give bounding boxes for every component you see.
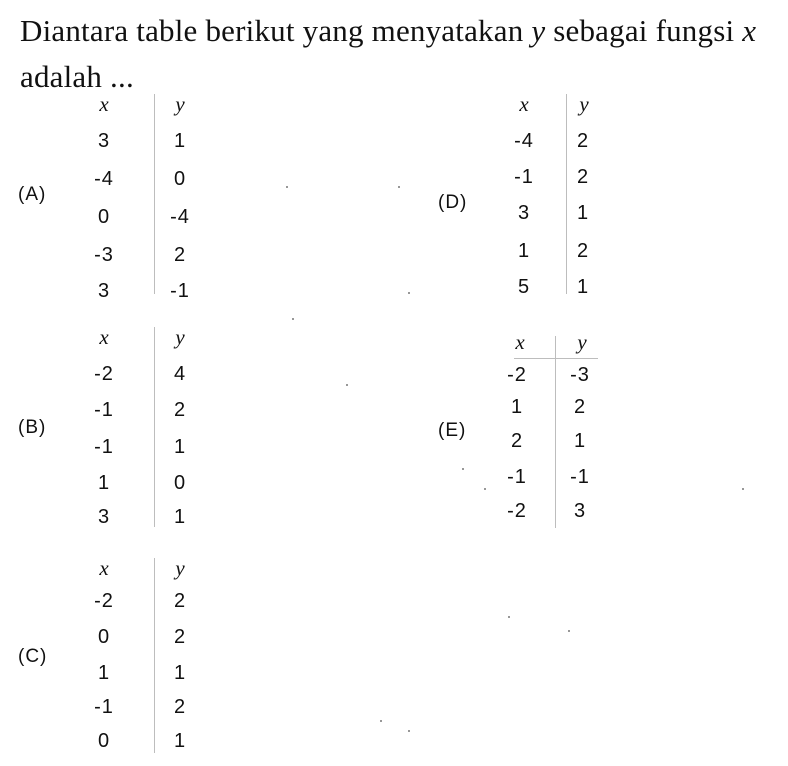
- x-cell: 1: [510, 396, 524, 418]
- scan-speck: [398, 186, 400, 188]
- y-cell: 2: [173, 244, 187, 266]
- y-cell: -1: [170, 280, 190, 302]
- option-e[interactable]: [438, 330, 638, 535]
- x-cell: 3: [517, 202, 531, 224]
- x-cell: -1: [94, 399, 114, 421]
- x-cell: 2: [510, 430, 524, 452]
- x-cell: -4: [94, 168, 114, 190]
- question-part: sebagai fungsi: [545, 13, 743, 48]
- x-header: x: [99, 556, 109, 580]
- y-header: y: [175, 92, 185, 116]
- y-cell: 1: [173, 730, 187, 752]
- x-header: x: [99, 92, 109, 116]
- x-cell: 0: [97, 626, 111, 648]
- y-cell: 2: [573, 396, 587, 418]
- scan-speck: [742, 488, 744, 490]
- x-header: x: [99, 325, 109, 349]
- scan-speck: [484, 488, 486, 490]
- y-cell: 4: [173, 363, 187, 385]
- question-part: adalah ...: [20, 59, 134, 94]
- y-cell: 0: [173, 168, 187, 190]
- y-cell: 2: [173, 626, 187, 648]
- x-cell: 1: [97, 662, 111, 684]
- y-cell: -1: [570, 466, 590, 488]
- scan-speck: [408, 292, 410, 294]
- x-cell: -1: [94, 436, 114, 458]
- variable-y: y: [531, 13, 546, 48]
- scan-speck: [508, 616, 510, 618]
- x-cell: -4: [514, 130, 534, 152]
- y-cell: 2: [576, 240, 590, 262]
- x-cell: -1: [507, 466, 527, 488]
- x-cell: 3: [97, 130, 111, 152]
- x-cell: 3: [97, 506, 111, 528]
- option-label: (B): [18, 417, 47, 438]
- y-cell: 2: [576, 130, 590, 152]
- y-cell: 1: [173, 436, 187, 458]
- y-cell: 1: [173, 662, 187, 684]
- y-cell: 1: [173, 506, 187, 528]
- variable-x: x: [742, 13, 757, 48]
- x-cell: -3: [94, 244, 114, 266]
- option-label: (A): [18, 184, 47, 205]
- table-divider: [154, 558, 155, 753]
- x-header: x: [519, 92, 529, 116]
- y-cell: 1: [576, 276, 590, 298]
- scan-speck: [380, 720, 382, 722]
- scan-speck: [292, 318, 294, 320]
- x-cell: 1: [97, 472, 111, 494]
- y-cell: 1: [173, 130, 187, 152]
- y-cell: 1: [576, 202, 590, 224]
- x-cell: -2: [507, 500, 527, 522]
- x-cell: -2: [94, 590, 114, 612]
- scan-speck: [568, 630, 570, 632]
- scan-speck: [346, 384, 348, 386]
- option-a[interactable]: [18, 92, 208, 302]
- x-cell: 5: [517, 276, 531, 298]
- y-cell: 2: [173, 590, 187, 612]
- x-header: x: [515, 330, 525, 354]
- header-underline: [514, 358, 598, 359]
- option-d[interactable]: [438, 92, 628, 302]
- y-cell: 2: [576, 166, 590, 188]
- option-b[interactable]: [18, 325, 208, 535]
- y-cell: -3: [570, 364, 590, 386]
- option-label: (E): [438, 420, 467, 441]
- option-label: (C): [18, 646, 48, 667]
- x-cell: -2: [507, 364, 527, 386]
- question-part: Diantara table berikut yang menyatakan: [20, 13, 532, 48]
- y-cell: -4: [170, 206, 190, 228]
- x-cell: 3: [97, 280, 111, 302]
- y-cell: 0: [173, 472, 187, 494]
- y-header: y: [175, 325, 185, 349]
- y-header: y: [579, 92, 589, 116]
- y-cell: 1: [573, 430, 587, 452]
- x-cell: -2: [94, 363, 114, 385]
- x-cell: 0: [97, 730, 111, 752]
- scan-speck: [462, 468, 464, 470]
- table-divider: [566, 94, 567, 294]
- x-cell: 1: [517, 240, 531, 262]
- y-cell: 2: [173, 399, 187, 421]
- y-header: y: [175, 556, 185, 580]
- option-label: (D): [438, 192, 468, 213]
- y-cell: 2: [173, 696, 187, 718]
- x-cell: 0: [97, 206, 111, 228]
- question-text: [20, 8, 780, 100]
- scan-speck: [408, 730, 410, 732]
- table-divider: [154, 327, 155, 527]
- scan-speck: [286, 186, 288, 188]
- y-cell: 3: [573, 500, 587, 522]
- option-c[interactable]: [18, 556, 208, 761]
- x-cell: -1: [514, 166, 534, 188]
- x-cell: -1: [94, 696, 114, 718]
- y-header: y: [577, 330, 587, 354]
